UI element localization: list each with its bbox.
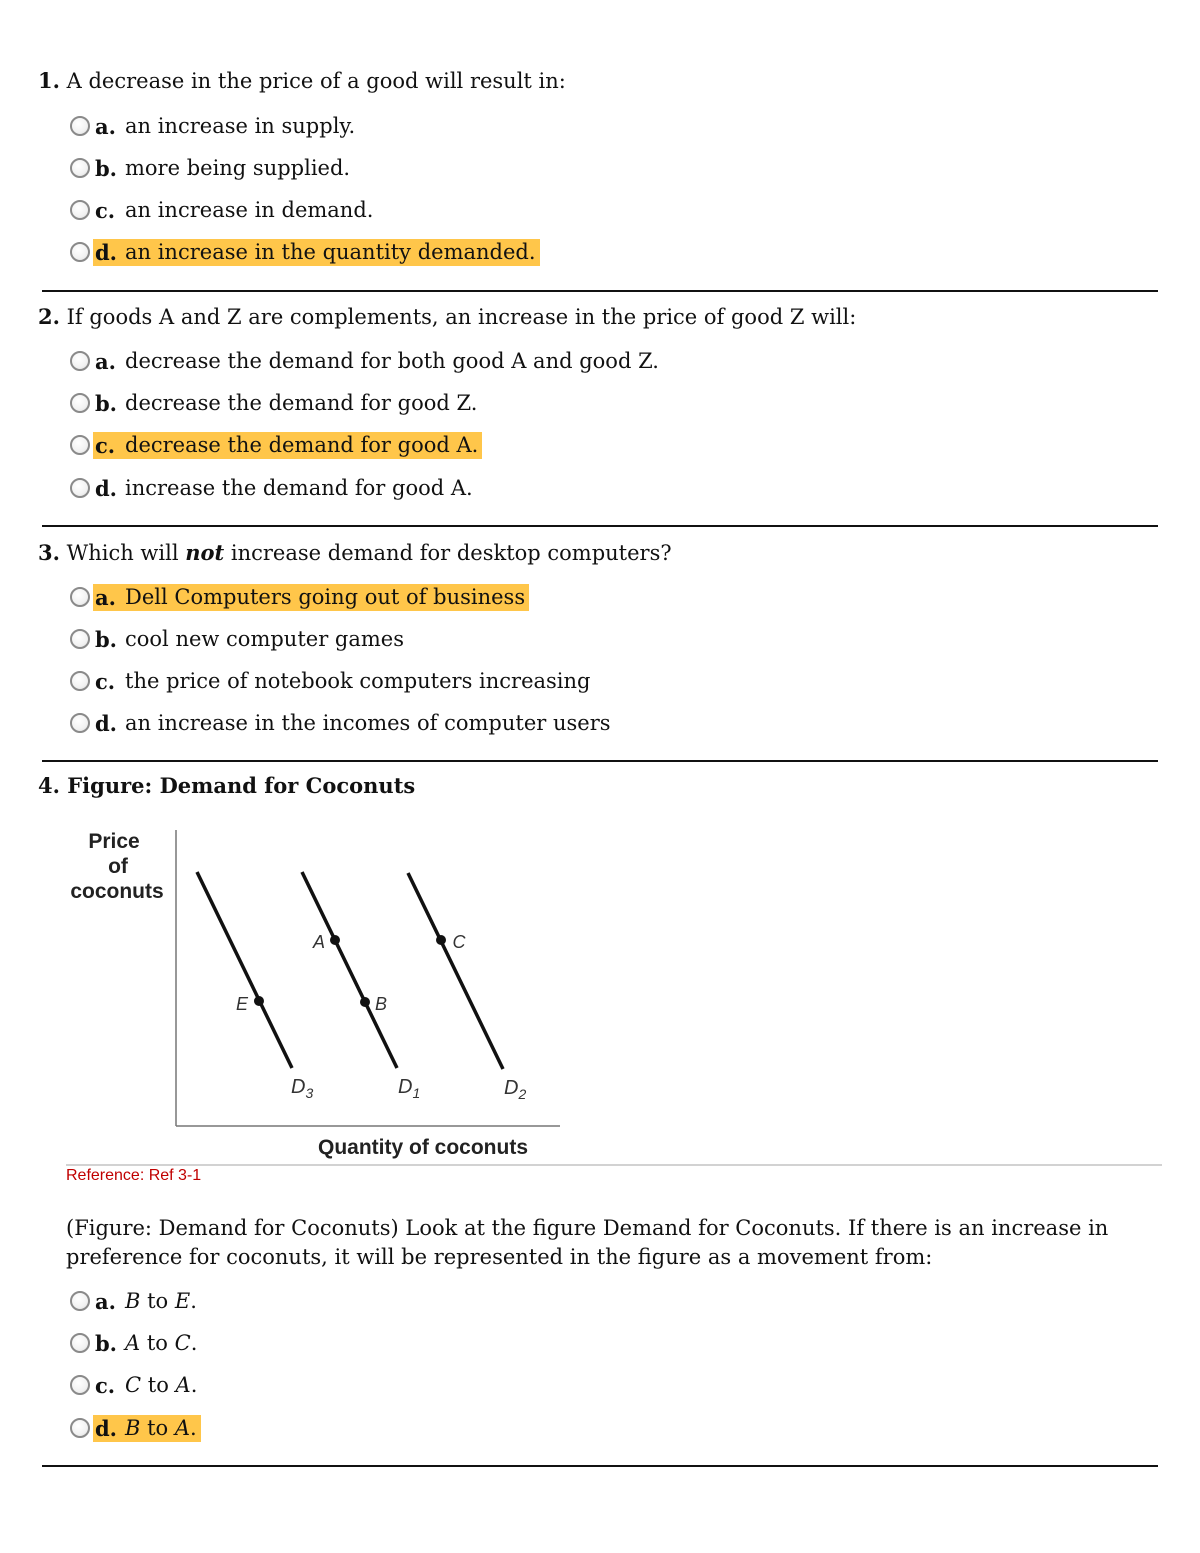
question-number: 3.: [38, 540, 60, 565]
option-end: .: [190, 1373, 198, 1397]
option-letter: b.: [95, 626, 117, 652]
question-text-after: increase demand for desktop computers?: [224, 541, 672, 565]
option-letter: a.: [95, 348, 116, 374]
option-body: [93, 1288, 201, 1315]
reference-label: Reference: Ref 3-1: [66, 1167, 202, 1184]
option-text: cool new computer games: [125, 627, 404, 651]
option-letter: d.: [95, 1415, 117, 1441]
option-end: .: [190, 1416, 197, 1440]
option-letter: d.: [95, 239, 117, 265]
question-text-before: Which will: [66, 541, 186, 565]
point-label-b: B: [374, 994, 388, 1014]
option-to: A: [174, 1416, 191, 1440]
question-number: 1.: [38, 68, 60, 93]
option-text: an increase in the incomes of computer users: [125, 711, 611, 735]
option-to: C: [174, 1331, 191, 1355]
option-body-highlighted: [93, 1415, 201, 1442]
option-letter: d.: [95, 475, 117, 501]
option-text: an increase in the quantity demanded.: [125, 240, 536, 264]
x-axis-label: Quantity of coconuts: [318, 1136, 528, 1159]
question-4-stem: (Figure: Demand for Coconuts) Look at the figure Demand for Coconuts. If there is an increase in preference for coconuts, it will be represented in the figure as a movement from:: [66, 1216, 1109, 1269]
option-letter: c.: [95, 668, 116, 694]
option-text: decrease the demand for good Z.: [125, 391, 478, 415]
option-to-word: to: [141, 1373, 176, 1397]
option-body: [93, 1372, 201, 1399]
option-text: more being supplied.: [125, 156, 351, 180]
option-text: Dell Computers going out of business: [125, 585, 526, 609]
y-axis-label-line-1: Price: [88, 830, 140, 853]
q4-option-b[interactable]: [70, 1328, 201, 1358]
option-text: an increase in demand.: [125, 198, 374, 222]
option-from: A: [125, 1331, 141, 1355]
option-body: [93, 1330, 201, 1357]
option-letter: b.: [95, 1330, 117, 1356]
option-from: B: [125, 1289, 141, 1313]
option-end: .: [190, 1289, 197, 1313]
point-label-e: E: [235, 994, 249, 1014]
radio-button[interactable]: [70, 1333, 90, 1353]
figure-title: Figure: Demand for Coconuts: [67, 773, 416, 798]
question-text: If goods A and Z are complements, an increase in the price of good Z will:: [66, 305, 857, 329]
point-b: [360, 997, 370, 1007]
option-letter: d.: [95, 710, 117, 736]
radio-button[interactable]: [70, 1418, 90, 1438]
q4-option-d[interactable]: [70, 1413, 201, 1443]
option-letter: c.: [95, 1372, 116, 1398]
option-from: B: [125, 1416, 141, 1440]
option-from: C: [125, 1373, 142, 1397]
question-text: A decrease in the price of a good will result in:: [66, 69, 566, 93]
radio-button[interactable]: [70, 1375, 90, 1395]
option-text: an increase in supply.: [125, 114, 356, 138]
option-letter: a.: [95, 584, 116, 610]
demand-curve-d1: [302, 872, 397, 1068]
option-letter: a.: [95, 113, 116, 139]
question-number: 2.: [38, 304, 60, 329]
curve-label-d2: $D_2$: [504, 1077, 527, 1102]
option-letter: b.: [95, 390, 117, 416]
option-text: decrease the demand for both good A and good Z.: [125, 349, 659, 373]
question-divider: [42, 1465, 1158, 1467]
option-to-word: to: [140, 1331, 175, 1355]
q4-option-c[interactable]: [70, 1370, 201, 1400]
option-end: .: [190, 1331, 198, 1355]
figure-divider: [66, 1164, 1162, 1166]
option-text: decrease the demand for good A.: [125, 433, 479, 457]
curve-label-d1: $D_1$: [398, 1076, 421, 1101]
option-letter: a.: [95, 1288, 116, 1314]
option-letter: c.: [95, 197, 116, 223]
question-number: 4.: [38, 773, 60, 798]
radio-button[interactable]: [70, 1291, 90, 1311]
point-c: [436, 935, 446, 945]
option-letter: b.: [95, 155, 117, 181]
demand-curve-d2: [408, 873, 503, 1069]
option-to-word: to: [140, 1416, 175, 1440]
point-e: [254, 996, 264, 1006]
option-letter: c.: [95, 432, 116, 458]
option-text: the price of notebook computers increasing: [125, 669, 591, 693]
question-text-emphasis: not: [185, 540, 225, 565]
y-axis-label-line-2: of: [108, 855, 128, 878]
option-to: A: [175, 1373, 191, 1397]
option-text: increase the demand for good A.: [125, 476, 473, 500]
curve-label-d3: $D_3$: [291, 1076, 314, 1101]
point-label-a: A: [312, 932, 326, 952]
point-label-c: C: [452, 932, 466, 952]
point-a: [330, 935, 340, 945]
y-axis-label-line-3: coconuts: [70, 880, 164, 903]
option-to-word: to: [140, 1289, 175, 1313]
q4-option-a[interactable]: [70, 1286, 201, 1316]
demand-curve-d3: [197, 872, 292, 1068]
option-to: E: [174, 1289, 191, 1313]
